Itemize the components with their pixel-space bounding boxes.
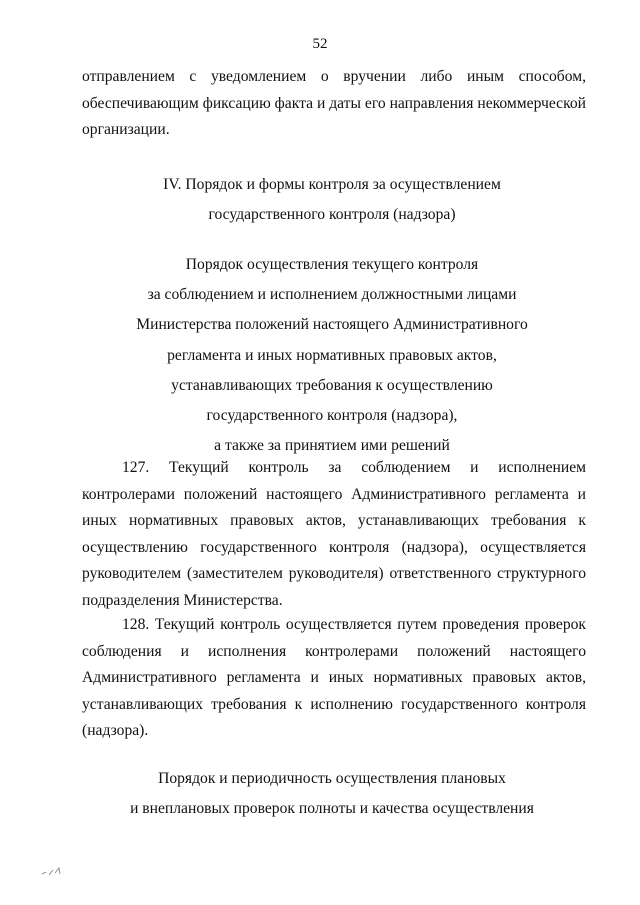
subheading-current-control bbox=[100, 250, 564, 461]
section-heading bbox=[100, 170, 564, 230]
subheading-line: регламента и иных нормативных правовых актов, bbox=[167, 346, 497, 364]
subheading-inspections bbox=[100, 764, 564, 824]
subheading-line: за соблюдением и исполнением должностными лицами bbox=[147, 286, 517, 304]
paragraph-127: 127. Текущий контроль за соблюдением и исполнением контролерами положений настоящего Административного регламента и иных нормативных правовых актов, устанавливающих требования к осуществлению государственного контроля (надзора), осуществляется руководителем (заместителем руководителя) ответственного структурного подразделения Министерства. bbox=[82, 459, 586, 609]
subheading-line: а также за принятием ими решений bbox=[214, 437, 450, 455]
intro-paragraph: отправлением с уведомлением о вручении либо иным способом, обеспечивающим фиксацию факта и даты его направления некоммерческой организации. bbox=[82, 68, 586, 138]
subheading-line: Порядок и периодичность осуществления плановых bbox=[158, 770, 506, 787]
scan-mark-icon bbox=[40, 864, 64, 878]
page-number: 52 bbox=[312, 36, 328, 52]
subheading-line: государственного контроля (надзора), bbox=[206, 407, 458, 425]
subheading-line: Министерства положений настоящего Административного bbox=[136, 316, 528, 334]
section-heading-line: государственного контроля (надзора) bbox=[208, 206, 456, 223]
subheading-line: Порядок осуществления текущего контроля bbox=[185, 256, 479, 273]
subheading-line: устанавливающих требования к осуществлению bbox=[171, 376, 493, 394]
section-heading-line: IV. Порядок и формы контроля за осуществлением bbox=[163, 176, 501, 193]
paragraph-128: 128. Текущий контроль осуществляется путем проведения проверок соблюдения и исполнения контролерами положений настоящего Административного регламента и иных нормативных правовых актов, устанавливающих требования к исполнению государственного контроля (надзора). bbox=[82, 616, 586, 739]
subheading-line: и внеплановых проверок полноты и качества осуществления bbox=[130, 800, 534, 817]
